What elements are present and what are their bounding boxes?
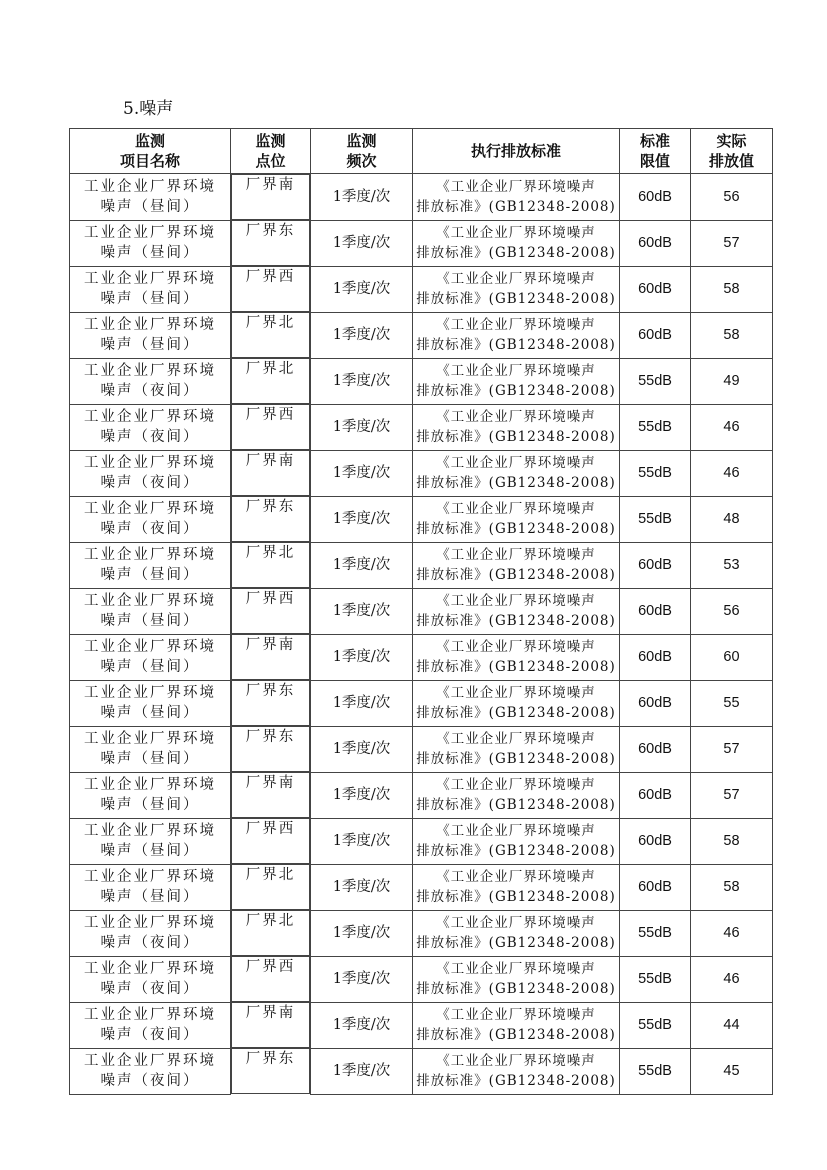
item-line: 工业企业厂界环境 [84, 639, 216, 655]
item-line: 噪声（昼间） [100, 889, 200, 905]
cell-monitoring-item [70, 220, 231, 266]
cell-emission-standard [413, 174, 620, 221]
cell-monitoring-frequency: 1季度/次 [311, 910, 413, 956]
cell-monitoring-frequency: 1季度/次 [311, 358, 413, 404]
item-line: 工业企业厂界环境 [84, 409, 216, 425]
cell-emission-standard [413, 312, 620, 358]
header-label: 频次 [346, 152, 377, 170]
cell-actual-value: 58 [691, 864, 773, 910]
cell-monitoring-item [70, 634, 231, 680]
standard-line: 《工业企业厂界环境噪声 [436, 547, 596, 563]
table-row [70, 772, 773, 818]
cell-standard-limit: 60dB [620, 818, 691, 864]
header-label: 实际 [716, 132, 747, 150]
cell-emission-standard [413, 956, 620, 1002]
cell-monitoring-item [70, 818, 231, 864]
standard-line: 《工业企业厂界环境噪声 [436, 961, 596, 977]
standard-line: 《工业企业厂界环境噪声 [436, 685, 596, 701]
cell-monitoring-point: 厂界西 [231, 956, 310, 1002]
header-actual-value [691, 129, 773, 174]
cell-monitoring-item [70, 542, 231, 588]
table-row [70, 542, 773, 588]
cell-monitoring-item [70, 358, 231, 404]
cell-monitoring-frequency: 1季度/次 [311, 220, 413, 266]
cell-monitoring-point: 厂界东 [231, 220, 310, 266]
cell-monitoring-point: 厂界北 [231, 910, 310, 956]
cell-actual-value: 44 [691, 1002, 773, 1048]
cell-monitoring-frequency: 1季度/次 [311, 266, 413, 312]
cell-emission-standard [413, 680, 620, 726]
item-line: 噪声（昼间） [100, 291, 200, 307]
item-line: 工业企业厂界环境 [84, 1053, 216, 1069]
header-monitoring-frequency [311, 129, 413, 174]
cell-actual-value: 58 [691, 266, 773, 312]
standard-line: 排放标准》(GB12348-2008) [416, 521, 616, 537]
cell-standard-limit: 60dB [620, 588, 691, 634]
cell-emission-standard [413, 864, 620, 910]
cell-monitoring-point: 厂界西 [231, 818, 310, 864]
item-line: 工业企业厂界环境 [84, 731, 216, 747]
item-line: 噪声（昼间） [100, 705, 200, 721]
cell-standard-limit: 55dB [620, 496, 691, 542]
item-line: 噪声（昼间） [100, 613, 200, 629]
cell-monitoring-point: 厂界北 [231, 864, 310, 910]
cell-monitoring-point: 厂界北 [231, 312, 310, 358]
cell-monitoring-item [70, 450, 231, 496]
cell-monitoring-point: 厂界东 [231, 726, 310, 772]
item-line: 工业企业厂界环境 [84, 915, 216, 931]
header-emission-standard [413, 129, 620, 174]
cell-emission-standard [413, 634, 620, 680]
cell-monitoring-frequency: 1季度/次 [311, 818, 413, 864]
cell-emission-standard [413, 1002, 620, 1048]
standard-line: 《工业企业厂界环境噪声 [436, 225, 596, 241]
item-line: 工业企业厂界环境 [84, 455, 216, 471]
standard-line: 排放标准》(GB12348-2008) [416, 337, 616, 353]
standard-line: 《工业企业厂界环境噪声 [436, 178, 596, 195]
standard-line: 排放标准》(GB12348-2008) [416, 935, 616, 951]
cell-monitoring-point: 厂界南 [231, 450, 310, 496]
table-row [70, 910, 773, 956]
standard-line: 《工业企业厂界环境噪声 [436, 869, 596, 885]
table-header-row [70, 129, 773, 174]
cell-emission-standard [413, 910, 620, 956]
cell-monitoring-frequency: 1季度/次 [311, 542, 413, 588]
cell-emission-standard [413, 1048, 620, 1094]
cell-actual-value: 56 [691, 588, 773, 634]
cell-monitoring-frequency: 1季度/次 [311, 496, 413, 542]
item-line: 噪声（夜间） [100, 935, 200, 951]
cell-actual-value: 46 [691, 956, 773, 1002]
standard-line: 《工业企业厂界环境噪声 [436, 593, 596, 609]
cell-monitoring-item [70, 496, 231, 542]
table-row [70, 220, 773, 266]
item-line: 噪声（昼间） [100, 797, 200, 813]
table-row [70, 1048, 773, 1094]
cell-actual-value: 49 [691, 358, 773, 404]
cell-actual-value: 56 [691, 174, 773, 221]
standard-line: 排放标准》(GB12348-2008) [416, 567, 616, 583]
cell-monitoring-frequency: 1季度/次 [311, 864, 413, 910]
standard-line: 《工业企业厂界环境噪声 [436, 501, 596, 517]
cell-monitoring-frequency: 1季度/次 [311, 956, 413, 1002]
cell-monitoring-item [70, 588, 231, 634]
cell-monitoring-frequency: 1季度/次 [311, 680, 413, 726]
cell-monitoring-point: 厂界西 [231, 588, 310, 634]
cell-monitoring-item [70, 956, 231, 1002]
item-line: 工业企业厂界环境 [84, 225, 216, 241]
cell-standard-limit: 55dB [620, 358, 691, 404]
item-line: 工业企业厂界环境 [84, 1007, 216, 1023]
cell-actual-value: 46 [691, 450, 773, 496]
header-label: 监测 [255, 132, 286, 150]
header-standard-limit [620, 129, 691, 174]
standard-line: 《工业企业厂界环境噪声 [436, 455, 596, 471]
standard-line: 排放标准》(GB12348-2008) [416, 1073, 616, 1089]
standard-line: 排放标准》(GB12348-2008) [416, 981, 616, 997]
item-line: 噪声（昼间） [100, 843, 200, 859]
header-label: 限值 [639, 152, 670, 170]
cell-monitoring-item [70, 864, 231, 910]
cell-monitoring-item [70, 910, 231, 956]
cell-actual-value: 46 [691, 404, 773, 450]
cell-standard-limit: 55dB [620, 1048, 691, 1094]
item-line: 工业企业厂界环境 [84, 547, 216, 563]
cell-emission-standard [413, 772, 620, 818]
cell-standard-limit: 60dB [620, 220, 691, 266]
header-monitoring-point [231, 129, 311, 174]
item-line: 工业企业厂界环境 [84, 271, 216, 287]
cell-emission-standard [413, 496, 620, 542]
cell-monitoring-frequency: 1季度/次 [311, 1048, 413, 1094]
standard-line: 排放标准》(GB12348-2008) [416, 475, 616, 491]
item-line: 工业企业厂界环境 [84, 363, 216, 379]
standard-line: 《工业企业厂界环境噪声 [436, 1007, 596, 1023]
cell-monitoring-item [70, 404, 231, 450]
item-line: 噪声（夜间） [100, 521, 200, 537]
standard-line: 《工业企业厂界环境噪声 [436, 731, 596, 747]
item-line: 噪声（昼间） [100, 245, 200, 261]
standard-line: 排放标准》(GB12348-2008) [416, 705, 616, 721]
cell-emission-standard [413, 220, 620, 266]
item-line: 噪声（夜间） [100, 1027, 200, 1043]
item-line: 噪声（夜间） [100, 475, 200, 491]
cell-actual-value: 58 [691, 312, 773, 358]
cell-standard-limit: 60dB [620, 312, 691, 358]
cell-standard-limit: 55dB [620, 1002, 691, 1048]
cell-monitoring-item [70, 680, 231, 726]
standard-line: 《工业企业厂界环境噪声 [436, 317, 596, 333]
item-line: 工业企业厂界环境 [84, 501, 216, 517]
cell-monitoring-point: 厂界南 [231, 634, 310, 680]
table-row [70, 358, 773, 404]
cell-standard-limit: 55dB [620, 910, 691, 956]
cell-monitoring-point: 厂界北 [231, 542, 310, 588]
table-row [70, 680, 773, 726]
standard-line: 《工业企业厂界环境噪声 [436, 777, 596, 793]
cell-emission-standard [413, 266, 620, 312]
cell-monitoring-item [70, 1002, 231, 1048]
table-row [70, 726, 773, 772]
header-label: 监测 [134, 132, 165, 150]
item-line: 噪声（昼间） [100, 659, 200, 675]
cell-standard-limit: 55dB [620, 956, 691, 1002]
cell-standard-limit: 60dB [620, 266, 691, 312]
item-line: 噪声（夜间） [100, 981, 200, 997]
standard-line: 《工业企业厂界环境噪声 [436, 823, 596, 839]
standard-line: 排放标准》(GB12348-2008) [416, 291, 616, 307]
cell-monitoring-item [70, 772, 231, 818]
standard-line: 《工业企业厂界环境噪声 [436, 1053, 596, 1069]
cell-standard-limit: 60dB [620, 680, 691, 726]
header-label: 排放值 [708, 152, 754, 170]
cell-monitoring-frequency: 1季度/次 [311, 404, 413, 450]
item-line: 工业企业厂界环境 [84, 777, 216, 793]
standard-line: 《工业企业厂界环境噪声 [436, 271, 596, 287]
cell-monitoring-point: 厂界东 [231, 680, 310, 726]
item-line: 工业企业厂界环境 [84, 961, 216, 977]
standard-line: 排放标准》(GB12348-2008) [416, 613, 616, 629]
cell-emission-standard [413, 726, 620, 772]
item-line: 工业企业厂界环境 [84, 593, 216, 609]
cell-monitoring-frequency: 1季度/次 [311, 588, 413, 634]
cell-monitoring-item [70, 266, 231, 312]
cell-emission-standard [413, 818, 620, 864]
cell-monitoring-item [70, 312, 231, 358]
cell-actual-value: 45 [691, 1048, 773, 1094]
header-label: 点位 [255, 152, 286, 170]
noise-monitoring-table [69, 128, 773, 1095]
cell-standard-limit: 55dB [620, 404, 691, 450]
cell-actual-value: 57 [691, 772, 773, 818]
table-row [70, 818, 773, 864]
standard-line: 《工业企业厂界环境噪声 [436, 363, 596, 379]
cell-emission-standard [413, 542, 620, 588]
item-line: 工业企业厂界环境 [84, 823, 216, 839]
header-label: 标准 [639, 132, 670, 150]
cell-standard-limit: 60dB [620, 772, 691, 818]
item-line: 工业企业厂界环境 [84, 317, 216, 333]
cell-actual-value: 57 [691, 220, 773, 266]
standard-line: 排放标准》(GB12348-2008) [416, 245, 616, 261]
table-row [70, 1002, 773, 1048]
cell-emission-standard [413, 358, 620, 404]
cell-standard-limit: 55dB [620, 450, 691, 496]
standard-line: 排放标准》(GB12348-2008) [416, 797, 616, 813]
cell-actual-value: 55 [691, 680, 773, 726]
cell-monitoring-point: 厂界南 [231, 174, 310, 220]
table-row [70, 588, 773, 634]
cell-emission-standard [413, 588, 620, 634]
item-line: 噪声（昼间） [100, 337, 200, 353]
cell-emission-standard [413, 450, 620, 496]
table-row [70, 312, 773, 358]
item-line: 噪声（昼间） [100, 198, 200, 215]
item-line: 噪声（昼间） [100, 567, 200, 583]
header-label: 执行排放标准 [470, 142, 561, 160]
cell-monitoring-point: 厂界南 [231, 1002, 310, 1048]
table-row [70, 174, 773, 221]
cell-monitoring-frequency: 1季度/次 [311, 450, 413, 496]
cell-actual-value: 48 [691, 496, 773, 542]
item-line: 工业企业厂界环境 [84, 685, 216, 701]
header-label: 项目名称 [119, 152, 180, 170]
table-row [70, 864, 773, 910]
cell-monitoring-item [70, 726, 231, 772]
cell-monitoring-item [70, 1048, 231, 1094]
table-row [70, 496, 773, 542]
section-title: 5.噪声 [123, 99, 174, 119]
cell-monitoring-frequency: 1季度/次 [311, 312, 413, 358]
header-monitoring-item [70, 129, 231, 174]
cell-monitoring-frequency: 1季度/次 [311, 1002, 413, 1048]
cell-actual-value: 53 [691, 542, 773, 588]
cell-emission-standard [413, 404, 620, 450]
header-label: 监测 [346, 132, 377, 150]
standard-line: 排放标准》(GB12348-2008) [416, 843, 616, 859]
item-line: 工业企业厂界环境 [84, 869, 216, 885]
cell-standard-limit: 60dB [620, 542, 691, 588]
cell-monitoring-point: 厂界东 [231, 1048, 310, 1094]
table-row [70, 634, 773, 680]
cell-monitoring-frequency: 1季度/次 [311, 174, 413, 221]
cell-monitoring-point: 厂界西 [231, 266, 310, 312]
standard-line: 排放标准》(GB12348-2008) [416, 751, 616, 767]
table-body [70, 174, 773, 1095]
table-row [70, 404, 773, 450]
standard-line: 《工业企业厂界环境噪声 [436, 915, 596, 931]
standard-line: 排放标准》(GB12348-2008) [416, 889, 616, 905]
table-row [70, 956, 773, 1002]
standard-line: 《工业企业厂界环境噪声 [436, 639, 596, 655]
item-line: 工业企业厂界环境 [84, 178, 216, 195]
cell-monitoring-point: 厂界北 [231, 358, 310, 404]
cell-actual-value: 60 [691, 634, 773, 680]
cell-monitoring-frequency: 1季度/次 [311, 634, 413, 680]
item-line: 噪声（夜间） [100, 429, 200, 445]
table-row [70, 450, 773, 496]
standard-line: 排放标准》(GB12348-2008) [416, 659, 616, 675]
cell-monitoring-frequency: 1季度/次 [311, 726, 413, 772]
cell-actual-value: 57 [691, 726, 773, 772]
table-row [70, 266, 773, 312]
item-line: 噪声（昼间） [100, 751, 200, 767]
item-line: 噪声（夜间） [100, 383, 200, 399]
item-line: 噪声（夜间） [100, 1073, 200, 1089]
standard-line: 排放标准》(GB12348-2008) [416, 383, 616, 399]
standard-line: 排放标准》(GB12348-2008) [416, 198, 616, 215]
cell-actual-value: 58 [691, 818, 773, 864]
cell-monitoring-frequency: 1季度/次 [311, 772, 413, 818]
cell-monitoring-point: 厂界西 [231, 404, 310, 450]
standard-line: 排放标准》(GB12348-2008) [416, 1027, 616, 1043]
standard-line: 《工业企业厂界环境噪声 [436, 409, 596, 425]
cell-standard-limit: 60dB [620, 174, 691, 221]
cell-monitoring-item [70, 174, 231, 221]
cell-standard-limit: 60dB [620, 864, 691, 910]
cell-standard-limit: 60dB [620, 634, 691, 680]
standard-line: 排放标准》(GB12348-2008) [416, 429, 616, 445]
cell-standard-limit: 60dB [620, 726, 691, 772]
cell-actual-value: 46 [691, 910, 773, 956]
cell-monitoring-point: 厂界东 [231, 496, 310, 542]
cell-monitoring-point: 厂界南 [231, 772, 310, 818]
